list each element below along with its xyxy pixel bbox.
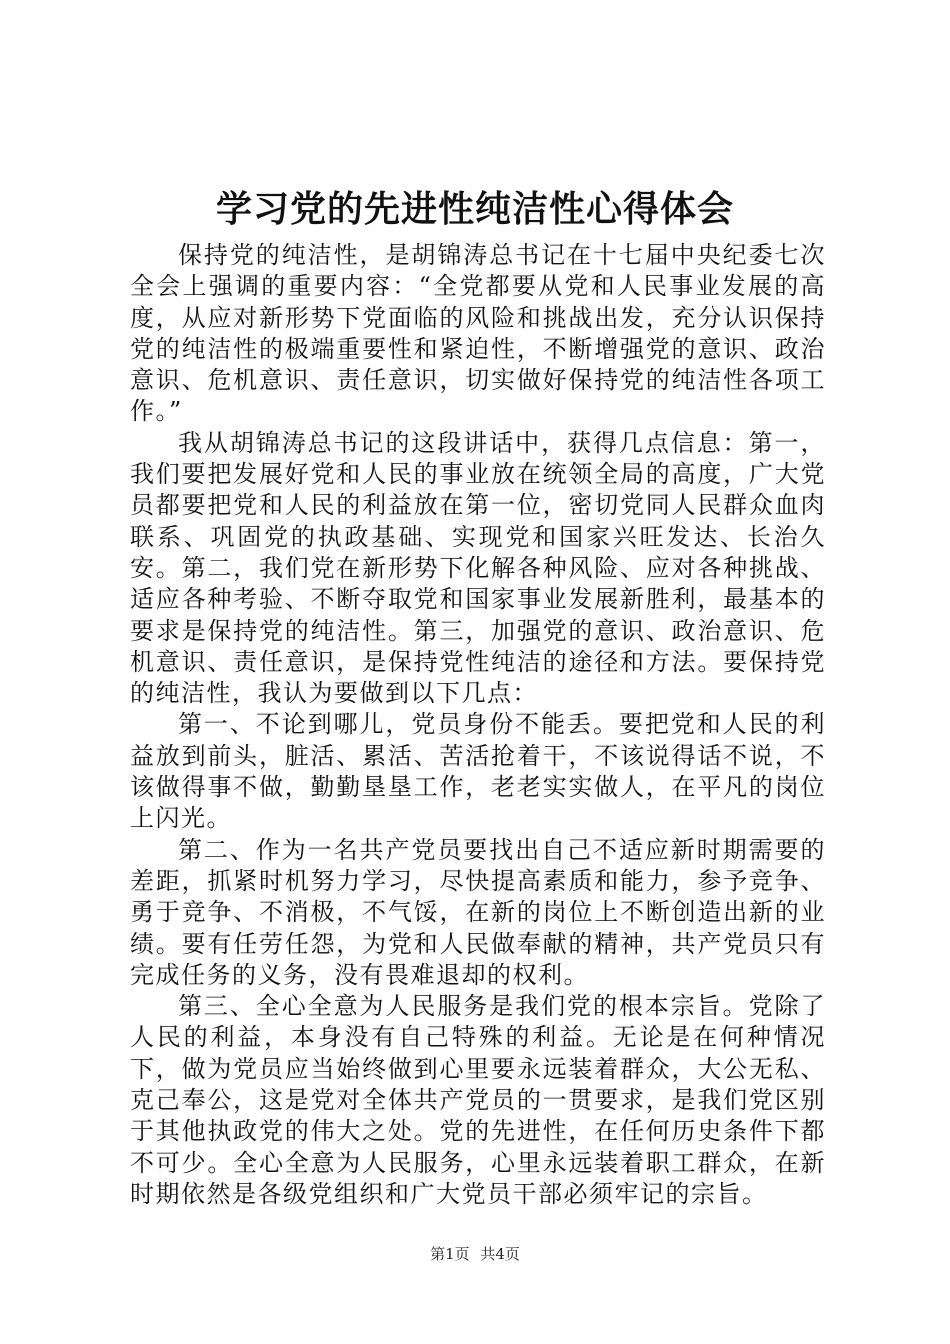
document-title: 学习党的先进性纯洁性心得体会 — [215, 188, 734, 230]
paragraph: 保持党的纯洁性，是胡锦涛总书记在十七届中央纪委七次全会上强调的重要内容：“全党都要从党和人民事业发展的高度，从应对新形势下党面临的风险和挑战出发，充分认识保持党的纯洁性的极端重要性和紧迫性，不断增强党的意识、政治意识、危机意识、责任意识，切实做好保持党的纯洁性各项工作。” — [130, 241, 826, 426]
paragraph: 第一、不论到哪儿，党员身份不能丢。要把党和人民的利益放到前头，脏活、累活、苦活抢着干，不该说得话不说，不该做得事不做，勤勤垦垦工作，老老实实做人，在平凡的岗位上闪光。 — [130, 710, 826, 833]
document-body — [130, 240, 826, 1210]
page-number: 第1页 — [430, 1245, 470, 1263]
paragraph: 我从胡锦涛总书记的这段讲话中，获得几点信息：第一，我们要把发展好党和人民的事业放在统领全局的高度，广大党员都要把党和人民的利益放在第一位，密切党同人民群众血肉联系、巩固党的执政基础、实现党和国家兴旺发达、长治久安。第二，我们党在新形势下化解各种风险、应对各种挑战、适应各种考验、不断夺取党和国家事业发展新胜利，最基本的要求是保持党的纯洁性。第三，加强党的意识、政治意识、危机意识、责任意识，是保持党性纯洁的途径和方法。要保持党的纯洁性，我认为要做到以下几点： — [130, 428, 826, 708]
paragraph: 第三、全心全意为人民服务是我们党的根本宗旨。党除了人民的利益，本身没有自己特殊的利益。无论是在何种情况下，做为党员应当始终做到心里要永远装着群众，大公无私、克己奉公，这是党对全体共产党员的一贯要求，是我们党区别于其他执政党的伟大之处。党的先进性，在任何历史条件下都不可少。全心全意为人民服务，心里永远装着职工群众，在新时期依然是各级党组织和广大党员干部必须牢记的宗旨。 — [130, 992, 826, 1208]
page-footer — [0, 1244, 950, 1264]
paragraph: 第二、作为一名共产党员要找出自己不适应新时期需要的差距，抓紧时机努力学习，尽快提高素质和能力，参予竞争、勇于竞争、不消极，不气馁，在新的岗位上不断创造出新的业绩。要有任劳任怨，为党和人民做奉献的精神，共产党员只有完成任务的义务，没有畏难退却的权利。 — [130, 835, 826, 989]
page-total: 共4页 — [480, 1245, 520, 1263]
